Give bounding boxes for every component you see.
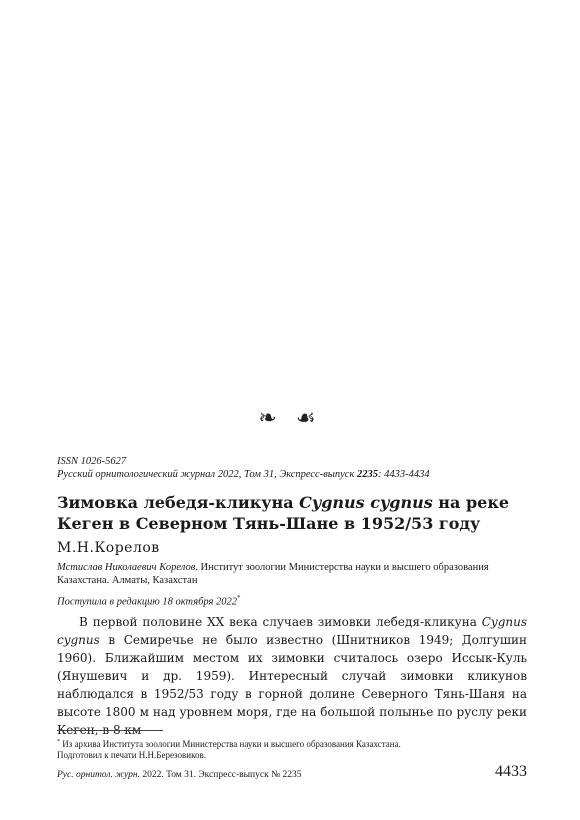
footnote	[57, 737, 527, 761]
journal-abbr: Рус. орнитол. журн.	[57, 770, 140, 780]
footnote-rule	[57, 730, 163, 731]
journal-meta	[57, 455, 430, 481]
body-species: Cygnus cygnus	[57, 615, 527, 647]
issn: ISSN 1026-5627	[57, 456, 127, 467]
title-part: Зимовка лебедя-кликуна	[57, 493, 300, 512]
page-range: : 4433-4434	[378, 469, 430, 480]
running-footer	[57, 770, 302, 780]
ornament-divider: ❧ ☙	[258, 406, 322, 431]
received-text: Поступила в редакцию 18 октября 2022	[57, 596, 238, 608]
journal-citation	[57, 468, 430, 481]
footnote-line: Подготовил к печати Н.Н.Березовиков.	[57, 750, 207, 760]
footnote-mark: *	[57, 739, 60, 745]
issue-number: 2235	[357, 469, 378, 480]
title-species: Cygnus cygnus	[299, 493, 433, 512]
author-fullname: Мстислав Николаевич Корелов	[57, 562, 196, 573]
received-date	[57, 594, 241, 608]
footnote-line: Из архива Института зоологии Министерства науки и высшего образования Казахстана.	[60, 739, 401, 749]
page-number: 4433	[495, 763, 527, 780]
footnote-mark: *	[237, 594, 241, 602]
affiliation	[57, 562, 527, 587]
footer-text: 2022. Том 31. Экспресс-выпуск № 2235	[139, 770, 302, 780]
article-title	[57, 492, 527, 534]
body-text: В первой половине XX века случаев зимовки лебедя-кликуна	[79, 615, 482, 629]
journal-name: Русский орнитологический журнал 2022, Том 31, Экспресс-выпуск	[57, 469, 357, 480]
author: М.Н.Корелов	[57, 540, 160, 556]
body-text: в Семиречье не было известно (Шнитников 1949; Долгушин 1960). Ближайшим местом их зимовки считалось озеро Иссык-Куль (Янушевич и др. 1959). Интересный случай зимовки кликунов наблюдался в 1952/53 году в горной долине Северного Тянь-Шаня на высоте 1800 м над уровнем моря, где на большой полынье по руслу реки Кеген, в 8 км	[57, 633, 527, 737]
title-part: на реке Кеген в Северном Тянь-Шане в 1952/53 году	[57, 493, 510, 533]
body-paragraph	[57, 613, 527, 739]
affiliation-text: . Институт зоологии Министерства науки и высшего образования Казахстана. Алматы, Казахстан	[57, 562, 489, 586]
